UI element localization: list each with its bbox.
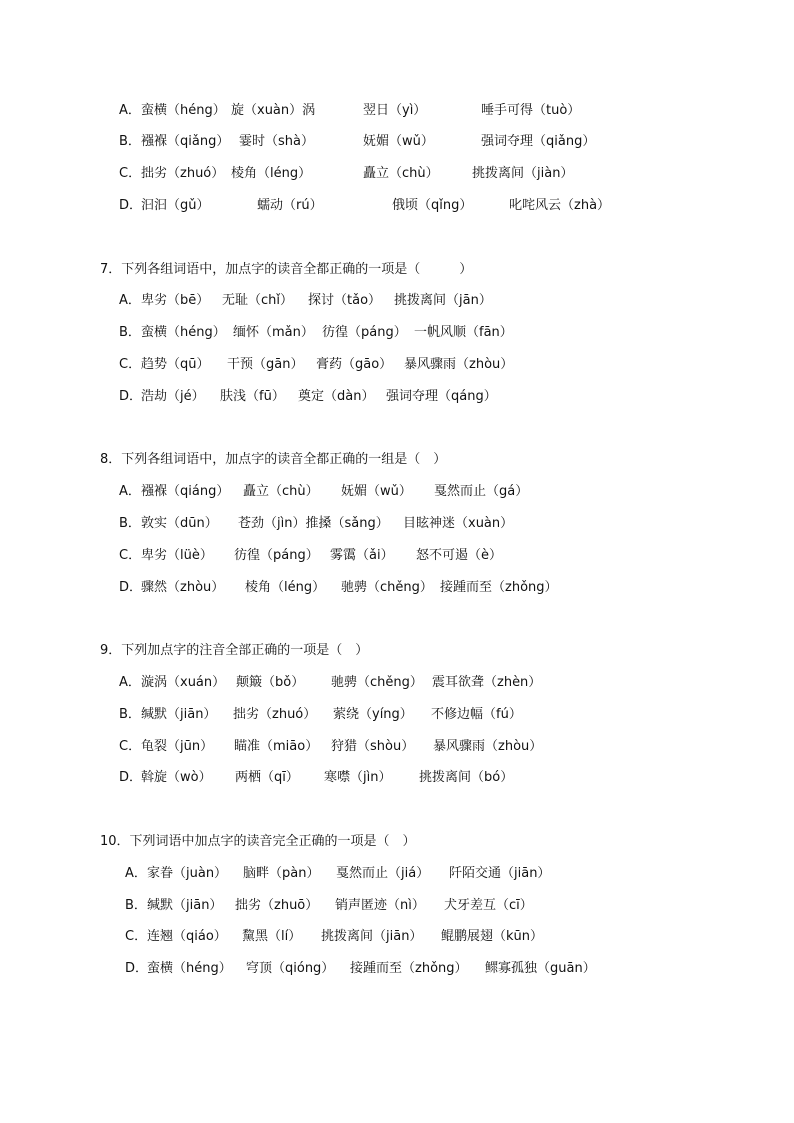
option-item: 不修边幅（fú） <box>431 707 522 722</box>
option-label: A． <box>119 103 141 118</box>
option-label: A． <box>119 484 141 499</box>
option-item: 萦绕（yíng） <box>333 707 413 722</box>
option-item: 强词夺理（qiǎng） <box>481 134 596 149</box>
option-item: 缄默（jiān） <box>141 707 217 722</box>
question-9-stem: 9．下列加点字的注音全部正确的一项是（ ） <box>100 643 369 658</box>
option-label: B． <box>119 325 141 340</box>
option-item: 寒噤（jìn） <box>324 770 392 785</box>
option-item: 怒不可遏（è） <box>416 548 502 563</box>
option-item: 探讨（tǎo） <box>308 293 382 308</box>
option-item: 襁褓（qiáng） <box>141 484 230 499</box>
option-item: 暴风骤雨（zhòu） <box>404 357 514 372</box>
option-item: 彷徨（páng） <box>234 548 319 563</box>
option-item: 蛮横（héng） <box>141 325 226 340</box>
option-item: 拙劣（zhuó） <box>141 166 225 181</box>
option-label: C． <box>119 357 142 372</box>
option-item: 旋（xuàn）涡 <box>231 103 316 118</box>
option-item: 唾手可得（tuò） <box>481 103 581 118</box>
option-item: 目眩神迷（xuàn） <box>403 516 514 531</box>
option-item: 挑拨离间（bó） <box>419 770 514 785</box>
option-item: 龟裂（jūn） <box>141 739 214 754</box>
option-label: D． <box>119 580 143 595</box>
option-item: 奠定（dàn） <box>298 389 375 404</box>
option-item: 俄顷（qǐng） <box>392 198 473 213</box>
question-10-stem: 10．下列词语中加点字的读音完全正确的一项是（ ） <box>100 834 416 849</box>
option-item: 妩媚（wǔ） <box>363 134 434 149</box>
option-item: 蠕动（rú） <box>257 198 323 213</box>
option-item: 缄默（jiān） <box>147 898 223 913</box>
option-item: 彷徨（páng） <box>322 325 407 340</box>
option-item: 翌日（yì） <box>363 103 427 118</box>
option-label: B． <box>119 516 141 531</box>
option-item: 拙劣（zhuó） <box>233 707 317 722</box>
option-item: 驰骋（chěng） <box>341 580 433 595</box>
option-item: 斡旋（wò） <box>141 770 212 785</box>
option-item: 缅怀（mǎn） <box>233 325 314 340</box>
option-item: 家眷（juàn） <box>147 866 228 881</box>
question-7-stem: 7．下列各组词语中，加点字的读音全都正确的一项是（ ） <box>100 262 473 277</box>
option-item: 挑拨离间（jiān） <box>321 929 423 944</box>
option-item: 棱角（léng） <box>231 166 312 181</box>
option-item: 雾霭（ǎi） <box>330 548 394 563</box>
option-item: 拙劣（zhuō） <box>235 898 319 913</box>
option-item: 戛然而止（gá） <box>434 484 529 499</box>
option-item: 连翘（qiáo） <box>147 929 227 944</box>
option-label: D． <box>125 961 149 976</box>
option-label: D． <box>119 198 143 213</box>
option-label: B． <box>119 134 141 149</box>
option-item: 穹顶（qióng） <box>246 961 335 976</box>
option-item: 矗立（chù） <box>243 484 319 499</box>
option-label: D． <box>119 770 143 785</box>
option-item: 驰骋（chěng） <box>331 675 423 690</box>
option-label: A． <box>119 675 141 690</box>
option-item: 强词夺理（qáng） <box>386 389 497 404</box>
option-label: C． <box>119 166 142 181</box>
option-item: 脑畔（pàn） <box>243 866 320 881</box>
option-item: 膏药（gāo） <box>316 357 393 372</box>
option-item: 鳏寡孤独（guān） <box>485 961 596 976</box>
option-item: 肤浅（fū） <box>220 389 285 404</box>
option-item: 妩媚（wǔ） <box>341 484 412 499</box>
option-item: 襁褓（qiǎng） <box>141 134 230 149</box>
option-item: 漩涡（xuán） <box>141 675 226 690</box>
option-item: 接踵而至（zhǒng） <box>350 961 468 976</box>
option-label: A． <box>125 866 147 881</box>
option-label: A． <box>119 293 141 308</box>
option-label: C． <box>125 929 148 944</box>
option-item: 挑拨离间（jiàn） <box>472 166 574 181</box>
option-label: C． <box>119 548 142 563</box>
option-item: 趋势（qū） <box>141 357 210 372</box>
option-item: 震耳欲聋（zhèn） <box>432 675 542 690</box>
option-item: 敦实（dūn） <box>141 516 218 531</box>
option-item: 暴风骤雨（zhòu） <box>433 739 543 754</box>
option-item: 两栖（qī） <box>235 770 299 785</box>
option-item: 棱角（léng） <box>245 580 326 595</box>
option-item: 矗立（chù） <box>363 166 439 181</box>
option-item: 一帆风顺（fān） <box>414 325 513 340</box>
option-item: 卑劣（lüè） <box>141 548 213 563</box>
option-label: B． <box>119 707 141 722</box>
option-item: 蛮横（héng） <box>141 103 226 118</box>
option-item: 颠簸（bǒ） <box>236 675 305 690</box>
option-item: 狩猎（shòu） <box>331 739 415 754</box>
option-label: C． <box>119 739 142 754</box>
option-item: 骤然（zhòu） <box>141 580 225 595</box>
option-item: 无耻（chǐ） <box>222 293 293 308</box>
option-item: 叱咤风云（zhà） <box>509 198 611 213</box>
option-item: 犬牙差互（cī） <box>444 898 533 913</box>
option-item: 鲲鹏展翅（kūn） <box>441 929 544 944</box>
option-item: 黧黑（lí） <box>242 929 302 944</box>
option-item: 霎时（shà） <box>239 134 314 149</box>
option-item: 阡陌交通（jiān） <box>449 866 551 881</box>
option-item: 戛然而止（jiá） <box>336 866 430 881</box>
option-item: 汩汩（gǔ） <box>141 198 210 213</box>
option-item: 蛮横（héng） <box>147 961 232 976</box>
option-item: 销声匿迹（nì） <box>335 898 425 913</box>
option-label: B． <box>125 898 147 913</box>
option-item: 卑劣（bē） <box>141 293 210 308</box>
option-label: D． <box>119 389 143 404</box>
option-item: 浩劫（jé） <box>141 389 205 404</box>
question-8-stem: 8．下列各组词语中，加点字的读音全都正确的一组是（ ） <box>100 452 447 467</box>
option-item: 干预（gān） <box>227 357 304 372</box>
option-item: 瞄准（miāo） <box>234 739 319 754</box>
option-item: 挑拨离间（jān） <box>394 293 492 308</box>
option-item: 苍劲（jìn）推搡（sǎng） <box>238 516 389 531</box>
option-item: 接踵而至（zhǒng） <box>440 580 558 595</box>
